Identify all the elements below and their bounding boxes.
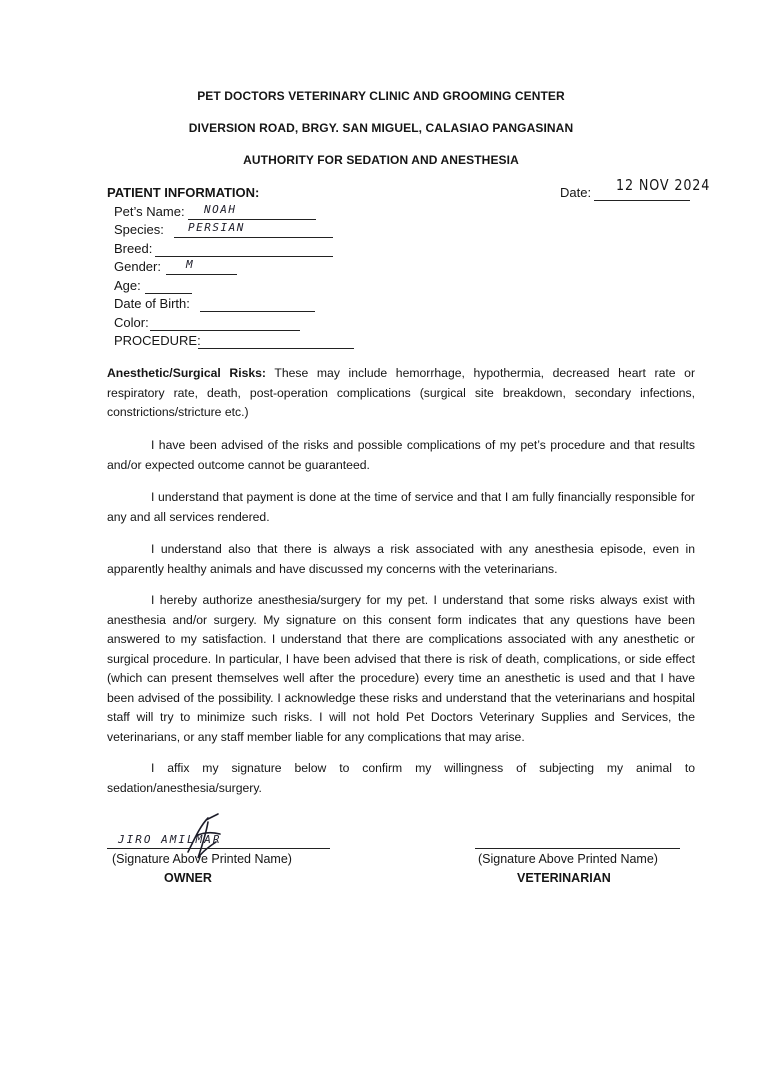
- dob-line: [200, 310, 315, 312]
- age-label: Age:: [114, 278, 141, 293]
- color-label: Color:: [114, 315, 149, 330]
- date-value: 12 NOV 2024: [616, 176, 711, 194]
- paragraph-risk-episode-text: I understand also that there is always a risk associated with any anesthesia episode, even in apparently healthy animals and have discussed my concerns with the veterinarians.: [107, 542, 695, 576]
- procedure-label: PROCEDURE:: [114, 333, 201, 348]
- owner-printed-name: JIRO AMILMAR: [118, 833, 222, 846]
- color-line: [150, 329, 300, 331]
- paragraph-affix: [107, 759, 695, 798]
- risks-title: Anesthetic/Surgical Risks:: [107, 366, 266, 380]
- vet-role: VETERINARIAN: [517, 871, 611, 885]
- gender-label: Gender:: [114, 259, 161, 274]
- breed-label: Breed:: [114, 241, 153, 256]
- age-field[interactable]: [114, 278, 141, 296]
- paragraph-payment: [107, 488, 695, 527]
- owner-signature-caption: (Signature Above Printed Name): [112, 852, 292, 866]
- dob-field[interactable]: [114, 296, 190, 314]
- vet-signature-caption: (Signature Above Printed Name): [478, 852, 658, 866]
- paragraph-authorize: [107, 591, 695, 747]
- risks-text: These may include hemorrhage, hypothermia, decreased heart rate or respiratory rate, death, post-operation complications (surgical site breakdown, secondary infections, constrictions/stricture etc.): [107, 366, 696, 419]
- species-label: Species:: [114, 222, 164, 237]
- age-line: [145, 292, 192, 294]
- clinic-address: DIVERSION ROAD, BRGY. SAN MIGUEL, CALASIAO PANGASINAN: [188, 121, 574, 135]
- date-label: Date:: [560, 185, 592, 200]
- species-field[interactable]: [114, 221, 245, 240]
- paragraph-advised: [107, 436, 695, 475]
- breed-field[interactable]: [114, 241, 152, 259]
- clinic-name: PET DOCTORS VETERINARY CLINIC AND GROOMING CENTER: [197, 89, 565, 103]
- paragraph-payment-text: I understand that payment is done at the time of service and that I am fully financially responsible for any and all services rendered.: [107, 490, 695, 524]
- owner-signature-line[interactable]: [107, 847, 330, 849]
- breed-line: [155, 255, 333, 257]
- pet-name-field[interactable]: [114, 203, 237, 222]
- owner-role: OWNER: [164, 871, 212, 885]
- species-value: PERSIAN: [188, 221, 245, 234]
- paragraph-advised-text: I have been advised of the risks and possible complications of my pet’s procedure and that results and/or expected outcome cannot be guaranteed.: [107, 438, 695, 472]
- pet-name-line: [188, 218, 316, 220]
- color-field[interactable]: [114, 315, 149, 333]
- paragraph-affix-text: I affix my signature below to confirm my willingness of subjecting my animal to sedation/anesthesia/surgery.: [107, 761, 695, 795]
- procedure-field[interactable]: [114, 333, 201, 351]
- form-title: AUTHORITY FOR SEDATION AND ANESTHESIA: [243, 153, 519, 167]
- date-line: [594, 200, 690, 201]
- dob-label: Date of Birth:: [114, 296, 190, 311]
- vet-signature-line[interactable]: [475, 847, 680, 849]
- risks-paragraph: [107, 364, 695, 423]
- gender-value: M: [186, 258, 195, 271]
- paragraph-risk-episode: [107, 540, 695, 579]
- patient-info-heading: PATIENT INFORMATION:: [107, 185, 260, 200]
- pet-name-label: Pet’s Name:: [114, 204, 185, 219]
- procedure-line: [198, 347, 354, 349]
- pet-name-value: NOAH: [204, 203, 237, 216]
- gender-line: [166, 273, 237, 275]
- paragraph-authorize-text: I hereby authorize anesthesia/surgery for my pet. I understand that some risks always exist with anesthesia and/or surgery. My signature on this consent form indicates that any questions have been answered to my satisfaction. I understand that there are complications associated with any anesthetic or surgical procedure. In particular, I have been advised that there is risk of death, complications, or side effect (which can present themselves well after the procedure) every time an anesthetic is used and that I have been advised of the possibility. I acknowledge these risks and understand that the veterinarians and hospital staff will try to minimize such risks. I will not hold Pet Doctors Veterinary Supplies and Services, the veterinarians, or any staff member liable for any complications that may arise.: [107, 593, 695, 744]
- species-line: [174, 236, 333, 238]
- gender-field[interactable]: [114, 258, 195, 277]
